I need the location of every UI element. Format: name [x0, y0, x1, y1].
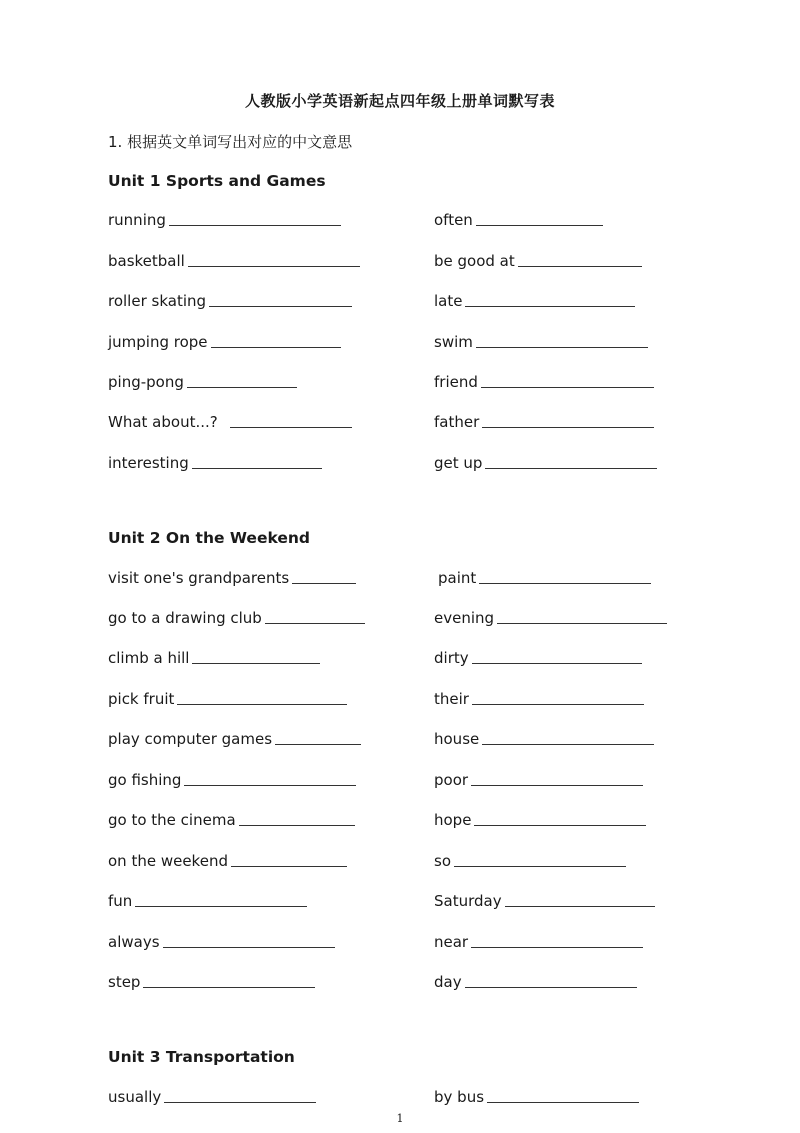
unit-2-row-11 [0, 973, 800, 997]
vocab-item [108, 973, 315, 991]
vocab-item [434, 252, 642, 270]
vocab-word: basketball [108, 252, 185, 270]
answer-blank[interactable] [192, 468, 322, 469]
vocab-item [108, 252, 360, 270]
answer-blank[interactable] [479, 583, 651, 584]
vocab-word: be good at [434, 252, 515, 270]
vocab-word: house [434, 730, 480, 748]
unit-2-row-1 [0, 569, 800, 593]
vocab-item [438, 569, 651, 587]
vocab-item [108, 211, 341, 229]
answer-blank[interactable] [505, 906, 655, 907]
vocab-word: so [434, 852, 451, 870]
vocab-word: father [434, 413, 480, 431]
answer-blank[interactable] [481, 387, 654, 388]
unit-2-row-5 [0, 730, 800, 754]
vocab-word: usually [108, 1088, 162, 1106]
answer-blank[interactable] [188, 266, 360, 267]
answer-blank[interactable] [163, 947, 335, 948]
vocab-word: friend [434, 373, 478, 391]
answer-blank[interactable] [476, 225, 603, 226]
vocab-item [434, 1088, 639, 1106]
vocab-word: go fishing [108, 771, 182, 789]
answer-blank[interactable] [482, 427, 654, 428]
answer-blank[interactable] [192, 663, 320, 664]
vocab-word: running [108, 211, 166, 229]
vocab-item [434, 852, 626, 870]
answer-blank[interactable] [209, 306, 352, 307]
vocab-word: on the weekend [108, 852, 228, 870]
vocab-word: interesting [108, 454, 189, 472]
unit-2-row-8 [0, 852, 800, 876]
answer-blank[interactable] [518, 266, 642, 267]
vocab-word: go to the cinema [108, 811, 236, 829]
answer-blank[interactable] [230, 427, 352, 428]
answer-blank[interactable] [169, 225, 341, 226]
vocab-word: play computer games [108, 730, 273, 748]
unit-1-heading: Unit 1 Sports and Games [108, 172, 326, 190]
vocab-item [108, 609, 365, 627]
vocab-word: fun [108, 892, 133, 910]
vocab-word: jumping rope [108, 333, 208, 351]
vocab-item [434, 609, 667, 627]
unit-1-row-1 [0, 211, 800, 235]
answer-blank[interactable] [482, 744, 654, 745]
vocab-word: climb a hill [108, 649, 190, 667]
vocab-word: hope [434, 811, 472, 829]
answer-blank[interactable] [471, 947, 643, 948]
vocab-word: step [108, 973, 141, 991]
vocab-word: roller skating [108, 292, 207, 310]
vocab-item [434, 771, 643, 789]
vocab-item [434, 730, 654, 748]
vocab-item [434, 413, 654, 431]
answer-blank[interactable] [143, 987, 315, 988]
answer-blank[interactable] [465, 306, 635, 307]
page-number: 1 [396, 1112, 404, 1125]
vocab-item [434, 973, 637, 991]
vocab-item [434, 690, 644, 708]
vocab-word: pick fruit [108, 690, 175, 708]
unit-2-heading: Unit 2 On the Weekend [108, 529, 310, 547]
answer-blank[interactable] [474, 825, 646, 826]
vocab-item [108, 373, 297, 391]
vocab-item [434, 211, 603, 229]
vocab-word: Saturday [434, 892, 502, 910]
unit-2-row-6 [0, 771, 800, 795]
vocab-item [434, 333, 648, 351]
vocab-word: dirty [434, 649, 469, 667]
answer-blank[interactable] [497, 623, 667, 624]
vocab-item [434, 811, 646, 829]
vocab-item [434, 892, 655, 910]
vocab-word: day [434, 973, 462, 991]
answer-blank[interactable] [471, 785, 643, 786]
vocab-item [108, 1088, 316, 1106]
vocab-word: swim [434, 333, 473, 351]
answer-blank[interactable] [184, 785, 356, 786]
vocab-word: always [108, 933, 160, 951]
vocab-item [434, 373, 654, 391]
answer-blank[interactable] [275, 744, 361, 745]
answer-blank[interactable] [239, 825, 355, 826]
vocab-word: evening [434, 609, 495, 627]
unit-2-row-2 [0, 609, 800, 633]
answer-blank[interactable] [265, 623, 365, 624]
vocab-item [108, 892, 307, 910]
unit-2-row-3 [0, 649, 800, 673]
vocab-word: their [434, 690, 469, 708]
answer-blank[interactable] [465, 987, 637, 988]
answer-blank[interactable] [135, 906, 307, 907]
vocab-item [108, 569, 356, 587]
answer-blank[interactable] [476, 347, 648, 348]
unit-1-row-4 [0, 333, 800, 357]
vocab-word: poor [434, 771, 469, 789]
unit-2-row-9 [0, 892, 800, 916]
unit-1-row-6 [0, 413, 800, 437]
vocab-word: What about...? [108, 413, 218, 431]
vocab-item [434, 454, 657, 472]
vocab-word: visit one's grandparents [108, 569, 290, 587]
vocab-item [108, 454, 322, 472]
vocab-item [108, 649, 320, 667]
vocab-item [434, 292, 635, 310]
unit-1-row-3 [0, 292, 800, 316]
answer-blank[interactable] [292, 583, 356, 584]
unit-3-row-1 [0, 1088, 800, 1112]
unit-1-row-2 [0, 252, 800, 276]
vocab-item [108, 730, 361, 748]
vocab-item [434, 933, 643, 951]
answer-blank[interactable] [472, 704, 644, 705]
vocab-item [108, 771, 356, 789]
unit-1-row-5 [0, 373, 800, 397]
vocab-item [108, 413, 352, 431]
vocab-item [108, 933, 335, 951]
vocab-word: ping-pong [108, 373, 184, 391]
page-title: 人教版小学英语新起点四年级上册单词默写表 [244, 92, 555, 110]
answer-blank[interactable] [211, 347, 341, 348]
answer-blank[interactable] [487, 1102, 639, 1103]
vocab-word: near [434, 933, 469, 951]
answer-blank[interactable] [485, 468, 657, 469]
unit-3-heading: Unit 3 Transportation [108, 1048, 295, 1066]
instruction-text: 1. 根据英文单词写出对应的中文意思 [108, 133, 353, 151]
answer-blank[interactable] [472, 663, 642, 664]
answer-blank[interactable] [177, 704, 347, 705]
vocab-word: go to a drawing club [108, 609, 262, 627]
unit-2-row-7 [0, 811, 800, 835]
answer-blank[interactable] [187, 387, 297, 388]
answer-blank[interactable] [231, 866, 347, 867]
vocab-word: paint [438, 569, 477, 587]
unit-2-row-10 [0, 933, 800, 957]
vocab-item [108, 690, 347, 708]
answer-blank[interactable] [164, 1102, 316, 1103]
vocab-item [108, 811, 355, 829]
unit-2-row-4 [0, 690, 800, 714]
vocab-word: late [434, 292, 463, 310]
vocab-word: often [434, 211, 473, 229]
vocab-word: get up [434, 454, 483, 472]
vocab-item [108, 292, 352, 310]
unit-1-row-7 [0, 454, 800, 478]
vocab-item [108, 852, 347, 870]
answer-blank[interactable] [454, 866, 626, 867]
vocab-item [434, 649, 642, 667]
vocab-item [108, 333, 341, 351]
vocab-word: by bus [434, 1088, 485, 1106]
